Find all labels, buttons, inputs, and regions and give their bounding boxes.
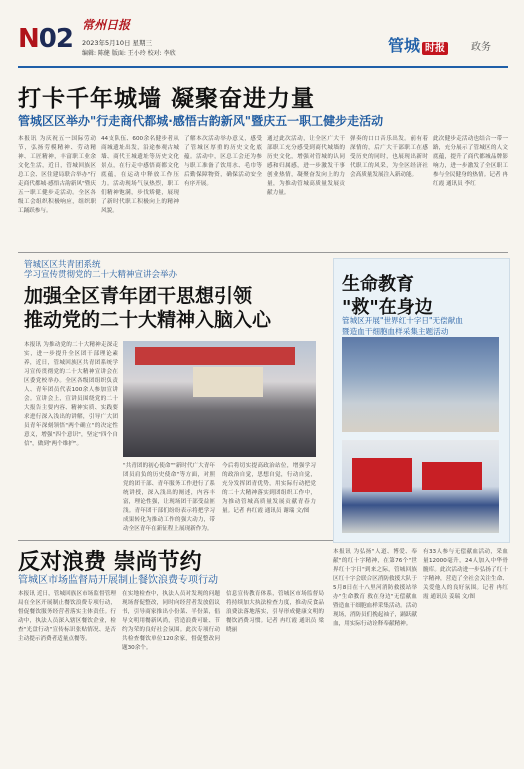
story1-column: 44支队伍、600余名健步者从商城遗址出发，沿途参观古城墙、商代王城遗址等历史文化景点，在行走中感悟商都文化底蕴，在运动中释放工作压力。活动现场气氛热烈，职工们精神饱满，步伐矫健，展现了新时代职工积极向上的精神风貌。 (101, 136, 179, 214)
story2-kicker: 管城区区共青团系统 (24, 260, 101, 270)
side-subheadline: 管城区开展"世界红十字日"无偿献血 (342, 316, 463, 325)
side-headline-2: "救"在身边 (342, 297, 433, 318)
badge-main: 管城 (388, 36, 421, 55)
badge-tag: 时报 (422, 42, 448, 55)
story2-column-mid: "共青团的初心使命""新时代广大青年团员肩负的历史使命"等方面，对照党的团干部、青年服务工作进行了系统讲授，深入浅出的阐述，内容丰富，理论性强，让现场团干部受益匪浅。青年团干部们纷纷表示将把学习成果转化为推动工作的强大动力，带动全区青年在新征程上展现新作为。 (123, 463, 215, 532)
side-column-left: 本报讯 为弘扬"人道、博爱、奉献"的红十字精神，在第76个"世界红十字日"到来之际，管城回族区红十字会联合区消防救援大队于5月8日在十八里河消防救援站举办"生命教育 救在身边"无偿献血暨造血干细胞血样采集活动。活动现场，消防员们挽起袖子，踊跃献血，用实际行动诠释奉献精神。 (333, 549, 417, 627)
story1-column: 本报讯 为庆祝五一国际劳动节，弘扬劳模精神、劳动精神、工匠精神，丰富职工业余文化生活，近日，管城回族区总工会、区住建局联合举办"行走商代都城·感悟古韵新风"暨庆五一职工健步走活动。全区各级工会组织积极响应，组织职工踊跃参与。 (18, 136, 96, 214)
story2-column-right: 今后将切实提高政治站位，增强学习的政治自觉，思想自觉，行动自觉，充分发挥团青优势，用实际行动把党的二十大精神落实到团组织工作中，为推动管城高质量发展贡献青春力量。记者 冉红霞 通讯员 谢瑞 文/图 (222, 463, 316, 514)
story-divider (18, 540, 333, 541)
story1-column: 通过此次活动，让全区广大干部职工充分感受到商代城墙的历史文化，增强对管城的认同感和归属感，进一步激发干事创业热情，凝聚奋发向上的力量，为推动管城高质量发展贡献力量。 (267, 136, 345, 196)
photo-tent (422, 462, 482, 490)
story1-subheadline: 管城区区举办"行走商代都城·感悟古韵新风"暨庆五一职工健步走活动 (18, 114, 384, 128)
firefighters-photo (342, 440, 499, 533)
side-headline: 生命教育 (342, 274, 414, 295)
photo-tent (352, 458, 412, 492)
story3-column: 信息宣传教育体系，管城区市场监督局将持续加大执法检查力度，推动反食品浪费法落地落实，引导形成健康文明的餐饮消费习惯。记者 冉红霞 通讯员 梁晓丽 (226, 591, 324, 633)
story-divider (18, 252, 508, 253)
story1-headline: 打卡千年城墙 凝聚奋进力量 (18, 85, 316, 112)
story1-column: 此次健步走活动也结合一带一路，充分展示了管城区的人文底蕴，提升了商代都城品牌影响力，进一步激发了全区职工参与全民健身的热情。记者 冉红霞 通讯员 李红 (433, 136, 508, 187)
blood-donation-photo (342, 337, 499, 432)
header-divider (18, 66, 508, 68)
section-name: 政务 (471, 42, 491, 53)
story2-kicker-2: 学习宣传贯彻党的二十大精神宣讲会举办 (24, 270, 178, 280)
section-badge (388, 33, 448, 57)
story2-headline-2: 推动党的二十大精神入脑入心 (24, 309, 272, 331)
story3-column: 本报讯 近日，管城回族区市场监督管理局在全区开展制止餐饮浪费专项行动，督促餐饮服务经营者落实主体责任。行动中，执法人员深入辖区餐饮企业，检查"光盘行动"宣传标识张贴情况、是否主动提示消费者适量点餐等。 (18, 591, 116, 642)
newspaper-name: 常州日报 (82, 18, 131, 32)
story1-column: 弹奏的口口音乐出发。前有着深情的，后广大干部职工在感受历史的同时，也展现出新时代职工的风采，为全区经济社会高质量发展注入新动能。 (350, 136, 428, 178)
editor-line: 编辑: 陈健 版面: 王小玲 校对: 李欣 (82, 50, 176, 57)
photo-banner (135, 347, 295, 365)
meeting-photo (123, 341, 316, 457)
story3-subheadline: 管城区市场监督局开展制止餐饮浪费专项行动 (18, 575, 218, 586)
story3-headline: 反对浪费 崇尚节约 (18, 550, 202, 575)
side-column-right: 有33人参与无偿献血活动，采血量12000毫升，24人加入中华骨髓库。此次活动进一步弘扬了红十字精神，营造了全社会关注生命、关爱他人的良好氛围。记者 冉红霞 通讯员 姜瑞 文/图 (423, 549, 508, 600)
story2-column-left: 本报讯 为推动党的二十大精神走深走实，进一步提升全区团干部理论素养，近日，管城回族区共青团系统学习宣传贯彻党的二十大精神宣讲会在区委党校举办。全区各级团组织负责人、青年团员代表100余人参加宣讲会。宣讲会上，宣讲员围绕党的二十大报告主要内容、精神实质、实践要求进行深入浅出的讲解，引导广大团员青年深刻领悟"两个确立"的决定性意义，增强"四个意识"，坚定"四个自信"，做到"两个维护"。 (24, 342, 118, 447)
photo-screen (193, 367, 263, 397)
story1-column: 了解本次活动举办意义，感受了管城区厚重的历史文化底蕴。活动中，区总工会还为参与职工准备了饮用水、毛巾等后勤保障物资，确保活动安全有序开展。 (184, 136, 262, 187)
story3-column: 在实地检查中，执法人员对发现的问题现场督促整改，同时向经营者发放倡议书，引导商家推出小份菜、半份菜，倡导文明用餐新风尚，营造浪费可耻、节约为荣的良好社会氛围。此次专项行动共检查餐饮单位120余家，督促整改问题30余个。 (122, 591, 220, 651)
page-number: N02 (18, 24, 73, 54)
side-subheadline-2: 暨造血干细胞血样采集主题活动 (342, 327, 449, 336)
date-line: 2023年5月10日 星期三 (82, 39, 153, 47)
story2-headline: 加强全区青年团干思想引领 (24, 285, 253, 307)
